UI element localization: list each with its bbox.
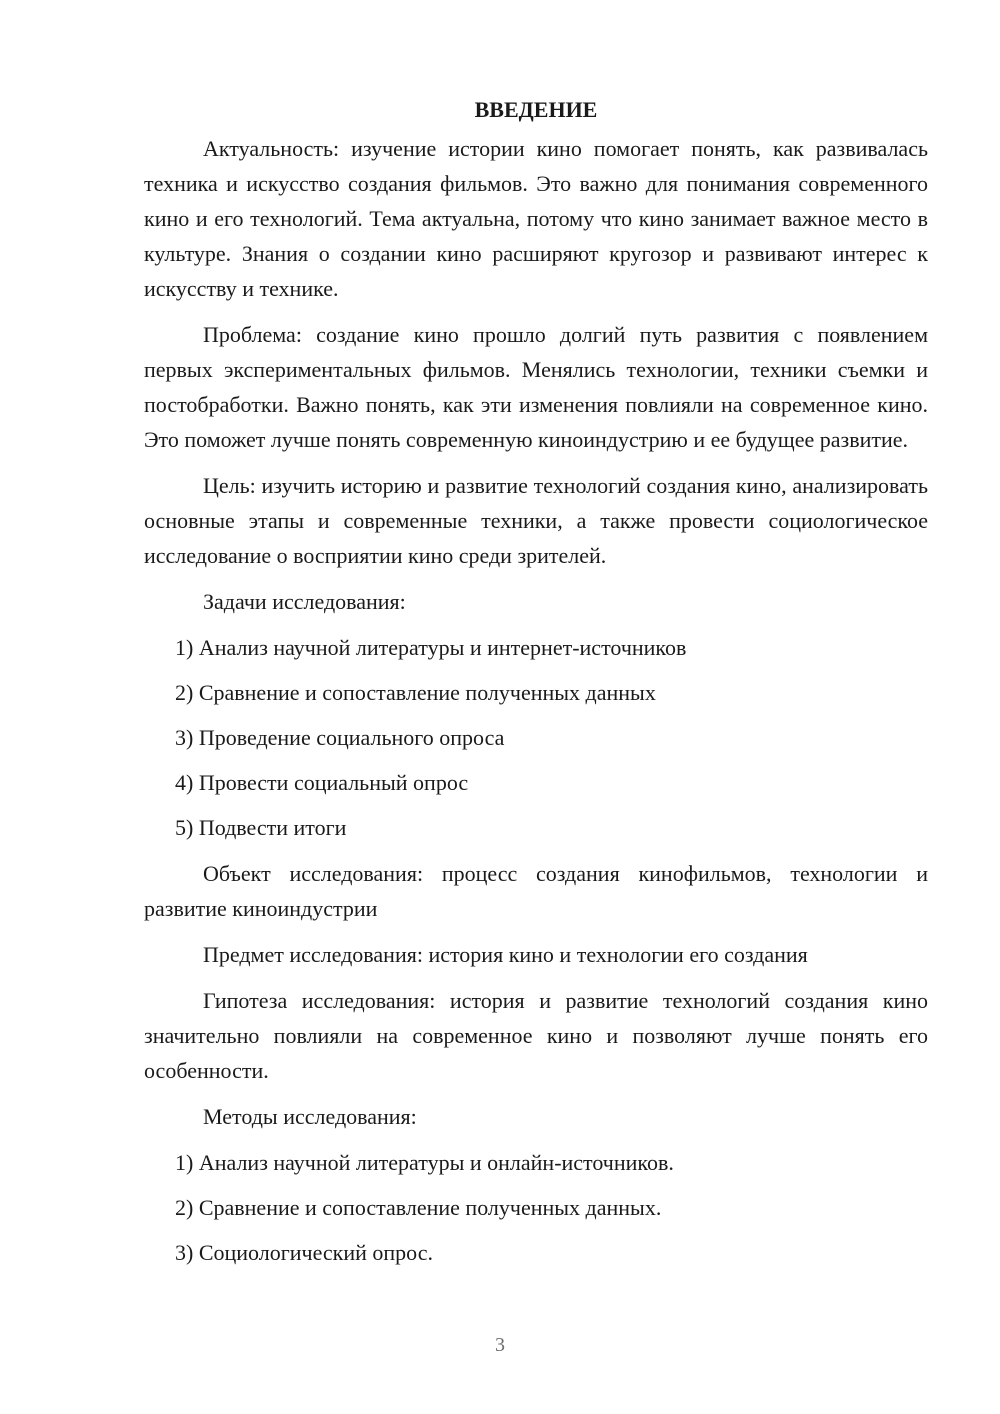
tasks-list — [144, 630, 928, 845]
object-paragraph: Объект исследования: процесс создания кинофильмов, технологии и развитие киноиндустрии — [144, 861, 928, 921]
section-heading: ВВЕДЕНИЕ — [474, 97, 598, 122]
list-item: 3) Социологический опрос. — [175, 1240, 433, 1265]
list-item: 5) Подвести итоги — [175, 815, 347, 840]
hypothesis-paragraph: Гипотеза исследования: история и развитие технологий создания кино значительно повлияли на современное кино и позволяют лучше понять его особенности. — [144, 988, 928, 1083]
goal-paragraph: Цель: изучить историю и развитие технологий создания кино, анализировать основные этапы и современные техники, а также провести социологическое исследование о восприятии кино среди зрителей. — [144, 473, 928, 568]
relevance-paragraph: Актуальность: изучение истории кино помогает понять, как развивалась техника и искусство создания фильмов. Это важно для понимания современного кино и его технологий. Тема актуальна, потому что кино занимает важное место в культуре. Знания о создании кино расширяют кругозор и развивают интерес к искусству и технике. — [144, 136, 928, 301]
list-item: 2) Сравнение и сопоставление полученных данных — [175, 680, 656, 705]
document-page — [144, 92, 928, 1281]
list-item: 2) Сравнение и сопоставление полученных данных. — [175, 1195, 662, 1220]
list-item: 3) Проведение социального опроса — [175, 725, 505, 750]
list-item: 1) Анализ научной литературы и интернет-источников — [175, 635, 687, 660]
methods-label: Методы исследования: — [203, 1104, 417, 1129]
list-item: 4) Провести социальный опрос — [175, 770, 469, 795]
methods-list — [144, 1145, 928, 1270]
tasks-label: Задачи исследования: — [203, 589, 406, 614]
page-number: 3 — [495, 1334, 505, 1356]
list-item: 1) Анализ научной литературы и онлайн-источников. — [175, 1150, 674, 1175]
problem-paragraph: Проблема: создание кино прошло долгий путь развития с появлением первых экспериментальных фильмов. Менялись технологии, техники съемки и постобработки. Важно понять, как эти изменения повлияли на современное кино. Это поможет лучше понять современную киноиндустрию и ее будущее развитие. — [144, 322, 928, 452]
subject-paragraph: Предмет исследования: история кино и технологии его создания — [203, 942, 808, 967]
